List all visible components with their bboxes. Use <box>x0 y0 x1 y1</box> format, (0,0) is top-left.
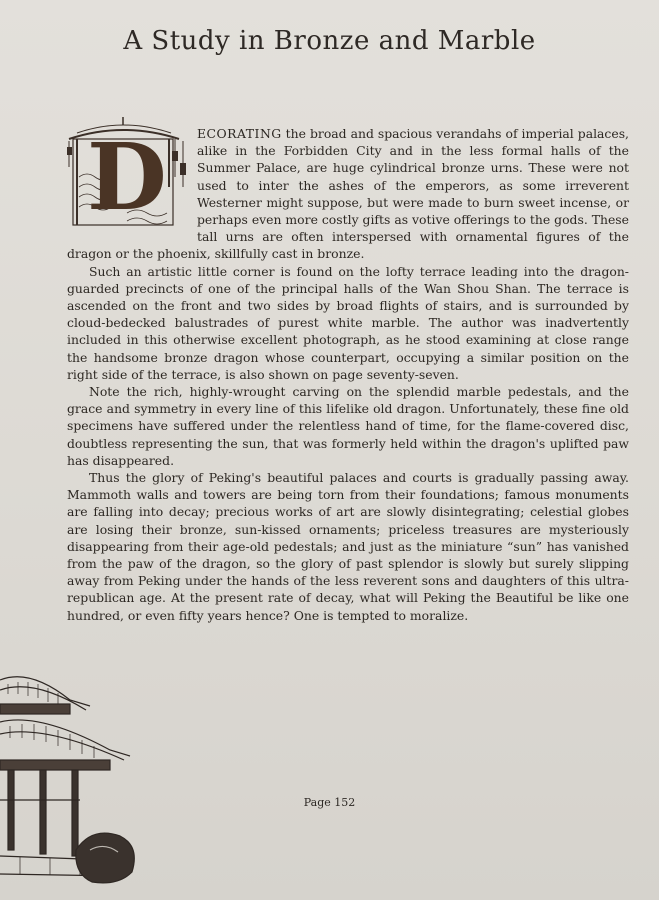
page-title: A Study in Bronze and Marble <box>123 26 536 56</box>
dropcap <box>67 117 189 235</box>
dropcap-letter: D <box>87 123 167 231</box>
article-body <box>67 125 629 624</box>
paragraph-3: Note the rich, highly-wrought carving on the splendid marble pedestals, and the grace and symmetry in every line of this lifelike old dragon. Unfortunately, these fine old specimens have suffered under the relentless hand of time, for the flame-covered disc, doubtless representing the sun, that was formerly held within the dragon's uplifted paw has disappeared. <box>67 384 629 468</box>
lead-caps: ECORATING <box>197 126 282 141</box>
page-number: Page 152 <box>303 796 356 809</box>
pagoda-illustration-icon <box>0 660 150 900</box>
paragraph-2: Such an artistic little corner is found on the lofty terrace leading into the dragon-guarded precincts of one of the principal halls of the Wan Shou Shan. The terrace is ascended on the front and two sides by broad flights of stairs, and is surrounded by cloud-bedecked balustrades of purest white marble. The author was inadvertently included in this otherwise excellent photograph, as he stood examining at close range the handsome bronze dragon whose counterpart, occupying a similar position on the right side of the terrace, is also shown on page seventy-seven. <box>67 263 629 382</box>
paragraph-4: Thus the glory of Peking's beautiful palaces and courts is gradually passing away. Mammoth walls and towers are being torn from their foundations; famous monuments are falling into decay; precious works of art are slowly disintegrating; celestial globes are losing their bronze, sun-kissed ornaments; priceless treasures are mysteriously disappearing from their age-old pedestals; and just as the miniature “sun” has vanished from the paw of the dragon, so the glory of past splendor is slowly but surely slipping away from Peking under the hands of the less reverent sons and daughters of this ultra-republican age. At the present rate of decay, what will Peking the Beautiful be like one hundred, or even fifty years hence? One is tempted to moralize. <box>67 470 629 623</box>
paragraph-text: the broad and spacious verandahs of imperial palaces, alike in the Forbidden City and in the less formal halls of the Summer Palace, are huge cylindrical bronze urns. These were not used to inter the ashes of the emperors, as some irreverent Westerner might suppose, but were made to burn sweet incense, or perhaps even more costly gifts as votive offerings to the gods. These tall urns are often interspersed with ornamental figures of the dragon or the phoenix, skillfully cast in bronze. <box>67 126 629 262</box>
